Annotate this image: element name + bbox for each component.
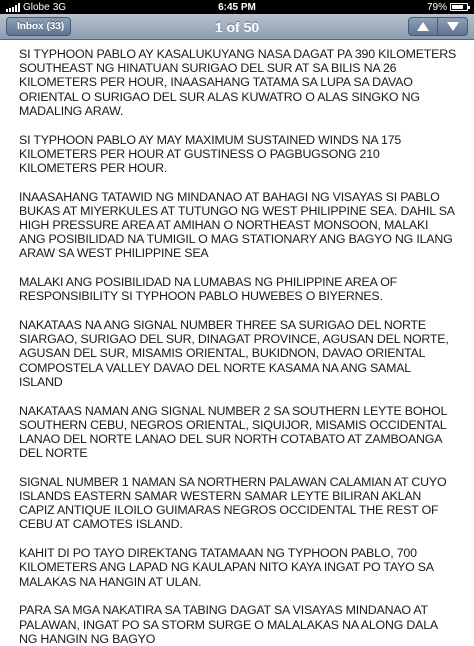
status-right — [427, 2, 468, 13]
status-left — [6, 2, 66, 13]
message-paragraph: MALAKI ANG POSIBILIDAD NA LUMABAS NG PHILIPPINE AREA OF RESPONSIBILITY SI TYPHOON PABLO HUWEBES O BIYERNES. — [19, 275, 398, 304]
next-message-button[interactable] — [438, 17, 468, 36]
message-paragraph: SI TYPHOON PABLO AY MAY MAXIMUM SUSTAINED WINDS NA 175 KILOMETERS PER HOUR AT GUSTINESS O PAGBUGSONG 210 KILOMETERS PER HOUR. — [19, 132, 402, 175]
status-time: 6:45 PM — [218, 1, 256, 13]
battery-fill — [452, 5, 463, 9]
signal-strength-icon — [6, 3, 20, 12]
carrier-name: Globe — [23, 1, 50, 13]
message-paragraph: NAKATAAS NAMAN ANG SIGNAL NUMBER 2 SA SOUTHERN LEYTE BOHOL SOUTHERN CEBU, NEGROS ORIENTAL, SIQUIJOR, MISAMIS OCCIDENTAL LANAO DEL NORTE LANAO DEL SUR NORTH COTABATO AT ZAMBOANGA DEL NORTE — [19, 403, 447, 461]
message-paragraph: NAKATAAS NA ANG SIGNAL NUMBER THREE SA SURIGAO DEL NORTE SIARGAO, SURIGAO DEL SUR, DINAGAT PROVINCE, AGUSAN DEL NORTE, AGUSAN DEL SUR, MISAMIS ORIENTAL, BUKIDNON, DAVAO ORIENTAL COMPOSTELA VALLEY DAVAO DEL NORTE KASAMA NA ANG SAMAL ISLAND — [19, 318, 449, 389]
message-body — [0, 40, 474, 646]
up-arrow-icon — [417, 22, 429, 31]
status-bar — [0, 0, 474, 14]
navigation-bar — [0, 14, 474, 40]
message-paragraph: INAASAHANG TATAWID NG MINDANAO AT BAHAGI NG VISAYAS SI PABLO BUKAS AT MIYERKULES AT TUTUNGO NG WEST PHILIPPINE SEA. DAHIL SA HIGH PRESSURE AREA AT AMIHAN O NORTHEAST MONSOON, MALAKI ANG POSIBILIDAD NA TUMIGIL O MAG STATIONARY ANG BAGYO NG ILANG ARAW SA WEST PHILIPPINE SEA — [19, 189, 455, 261]
battery-percent: 79% — [426, 1, 447, 13]
message-paragraph: PARA SA MGA NAKATIRA SA TABING DAGAT SA VISAYAS MINDANAO AT PALAWAN, INGAT PO SA STORM SURGE O MALALAKAS NA ALONG DALA NG HANGIN NG BAGYO — [19, 603, 438, 646]
message-paragraph: KAHIT DI PO TAYO DIREKTANG TATAMAAN NG TYPHOON PABLO, 700 KILOMETERS ANG LAPAD NG KAULAPAN NITO KAYA INGAT PO TAYO SA MALAKAS NA HANGIN AT ULAN. — [19, 546, 434, 589]
inbox-back-button[interactable]: Inbox (33) — [6, 17, 71, 36]
previous-message-button[interactable] — [408, 17, 438, 36]
message-paragraph: SIGNAL NUMBER 1 NAMAN SA NORTHERN PALAWAN CALAMIAN AT CUYO ISLANDS EASTERN SAMAR WESTERN SAMAR LEYTE BILIRAN AKLAN CAPIZ ANTIQUE ILOILO GUIMARAS NEGROS OCCIDENTAL THE REST OF CEBU AT CAMOTES ISLAND. — [19, 474, 447, 532]
network-type: 3G — [52, 1, 67, 13]
message-position-title: 1 of 50 — [214, 18, 260, 35]
down-arrow-icon — [447, 22, 459, 31]
message-paragraph: SI TYPHOON PABLO AY KASALUKUYANG NASA DAGAT PA 390 KILOMETERS SOUTHEAST NG HINATUAN SURIGAO DEL SUR AT SA BILIS NA 26 KILOMETERS PER HOUR, INAASAHANG TATAMA SA LUPA SA DAVAO ORIENTAL O SURIGAO DEL SUR ALAS KUWATRO O ALAS SINGKO NG MADALING ARAW. — [19, 47, 457, 118]
message-nav-arrows — [408, 17, 468, 36]
battery-icon — [450, 3, 468, 11]
